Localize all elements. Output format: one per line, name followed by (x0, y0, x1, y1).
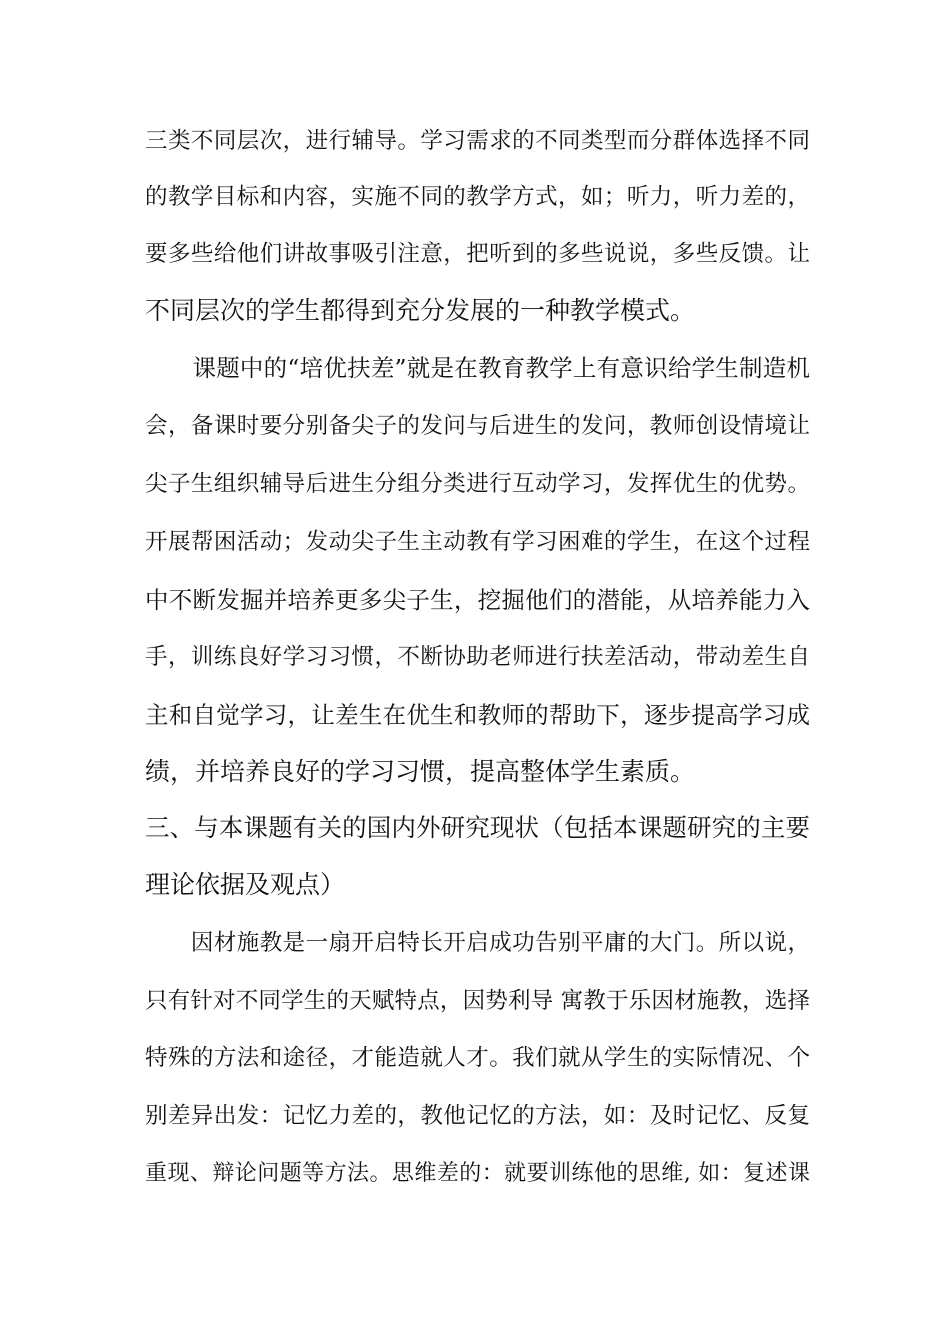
text-line: 要多些给他们讲故事吸引注意，把听到的多些说说，多些反馈。让 (145, 241, 810, 267)
text-line: 只有针对不同学生的天赋特点，因势利导 寓教于乐因材施教，选择 (145, 988, 810, 1014)
text-line: 会，备课时要分别备尖子的发问与后进生的发问，教师创设情境让 (145, 413, 810, 439)
text-line: 因材施教是一扇开启特长开启成功告别平庸的大门。所以说， (145, 930, 810, 956)
text-line: 尖子生组织辅导后进生分组分类进行互动学习，发挥优生的优势。 (145, 471, 810, 497)
text-line: 重现、辩论问题等方法。思维差的：就要训练他的思维, 如：复述课 (145, 1161, 810, 1186)
text-line: 特殊的方法和途径，才能造就人才。我们就从学生的实际情况、个 (145, 1045, 810, 1071)
text-line: 手，训练良好学习习惯，不断协助老师进行扶差活动，带动差生自 (145, 644, 810, 670)
text-line: 绩，并培养良好的学习习惯，提高整体学生素质。 (145, 757, 696, 786)
text-line: 别差异出发：记忆力差的，教他记忆的方法，如：及时记忆、反复 (145, 1103, 810, 1129)
section-heading-line: 三、与本课题有关的国内外研究现状（包括本课题研究的主要 (145, 813, 810, 842)
section-heading-line: 理论依据及观点） (145, 870, 346, 899)
text-line: 不同层次的学生都得到充分发展的一种教学模式。 (145, 296, 696, 325)
text-line: 开展帮困活动；发动尖子生主动教有学习困难的学生，在这个过程 (145, 529, 810, 555)
text-line: 主和自觉学习，让差生在优生和教师的帮助下，逐步提高学习成 (145, 701, 810, 729)
text-line: 课题中的“培优扶差”就是在教育教学上有意识给学生制造机 (145, 354, 810, 382)
text-line: 的教学目标和内容，实施不同的教学方式，如；听力，听力差的， (145, 184, 810, 210)
text-line: 三类不同层次，进行辅导。学习需求的不同类型而分群体选择不同 (145, 128, 810, 154)
text-line: 中不断发掘并培养更多尖子生，挖掘他们的潜能，从培养能力入 (145, 586, 810, 614)
